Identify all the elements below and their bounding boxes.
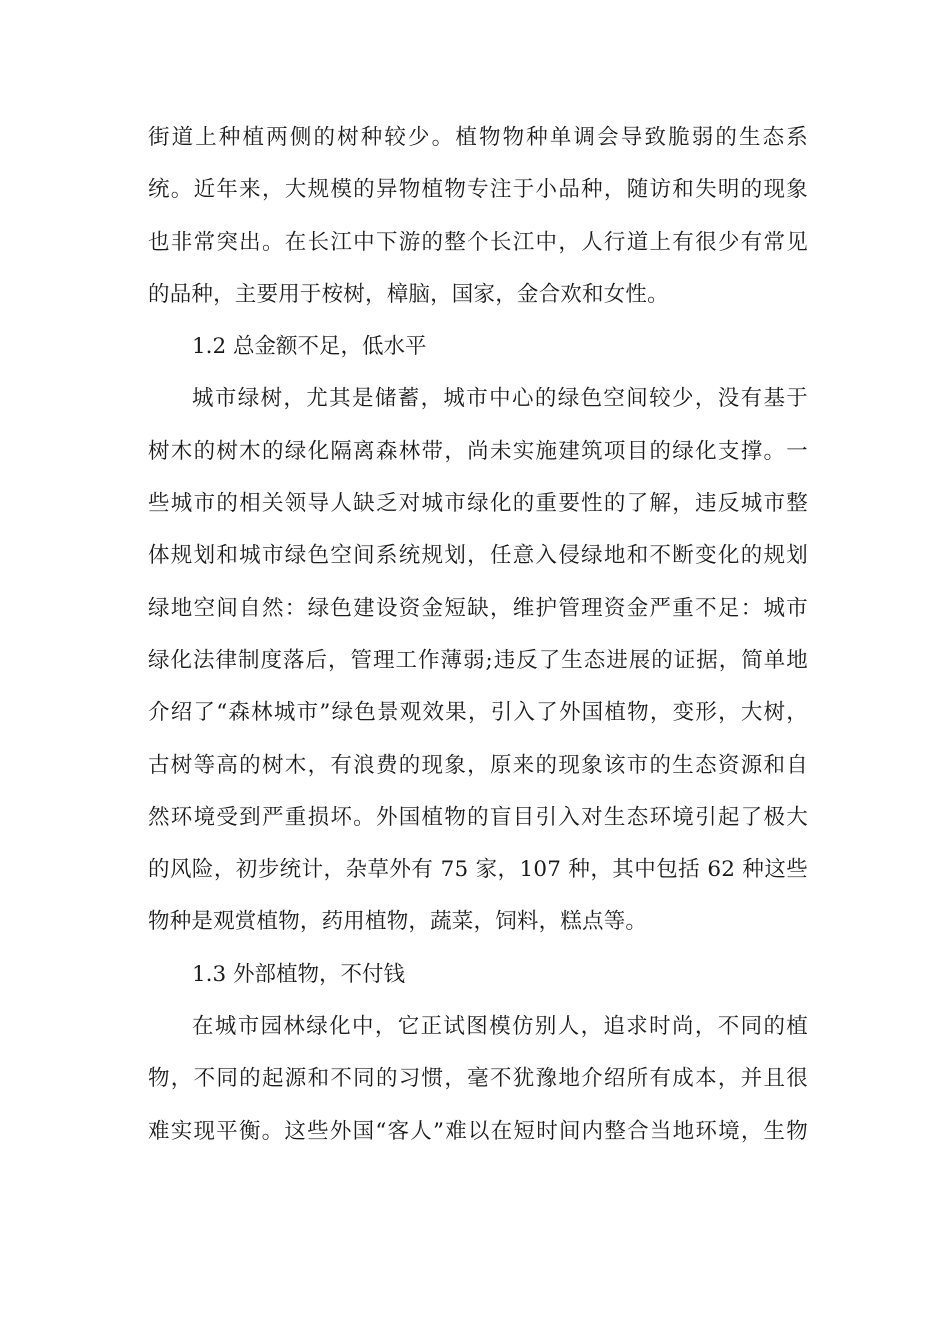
- text-line: 在城市园林绿化中，它正试图模仿别人，追求时尚，不同的植: [192, 1014, 808, 1040]
- text-line: 介绍了“森林城市”绿色景观效果，引入了外国植物，变形，大树，: [148, 700, 808, 726]
- text-line: 的品种，主要用于桉树，樟脑，国家，金合欢和女性。: [148, 281, 669, 307]
- document-body: [148, 112, 808, 1158]
- text-line: 物种是观赏植物，药用植物，蔬菜，饲料，糕点等。: [148, 909, 648, 935]
- paragraph: [148, 112, 808, 321]
- text-line: 些城市的相关领导人缺乏对城市绿化的重要性的了解，违反城市整: [148, 491, 808, 517]
- paragraph: [148, 373, 808, 948]
- text-line: 绿化法律制度落后，管理工作薄弱;违反了生态进展的证据，简单地: [148, 647, 808, 673]
- text-line: 古树等高的树木，有浪费的现象，原来的现象该市的生态资源和自: [148, 752, 808, 778]
- text-line: 树木的树木的绿化隔离森林带，尚未实施建筑项目的绿化支撑。一: [148, 438, 808, 464]
- text-line: 的风险，初步统计，杂草外有 75 家，107 种，其中包括 62 种这些: [148, 857, 808, 883]
- text-line: 绿地空间自然：绿色建设资金短缺，维护管理资金严重不足：城市: [148, 595, 808, 621]
- text-line: 体规划和城市绿色空间系统规划，任意入侵绿地和不断变化的规划: [148, 543, 808, 569]
- text-line: 也非常突出。在长江中下游的整个长江中，人行道上有很少有常见: [148, 229, 808, 255]
- text-line: 街道上种植两侧的树种较少。植物物种单调会导致脆弱的生态系: [148, 125, 808, 150]
- section-heading-1-2: 1.2 总金额不足，低水平: [192, 334, 427, 360]
- text-line: 难实现平衡。这些外国“客人”难以在短时间内整合当地环境，生物: [148, 1118, 808, 1144]
- text-line: 物，不同的起源和不同的习惯，毫不犹豫地介绍所有成本，并且很: [148, 1066, 808, 1092]
- section-heading-1-3: 1.3 外部植物，不付钱: [192, 961, 406, 987]
- text-line: 城市绿树，尤其是储蓄，城市中心的绿色空间较少，没有基于: [192, 386, 808, 412]
- text-line: 统。近年来，大规模的异物植物专注于小品种，随访和失明的现象: [148, 177, 808, 203]
- text-line: 然环境受到严重损坏。外国植物的盲目引入对生态环境引起了极大: [148, 804, 808, 830]
- paragraph: [148, 1001, 808, 1158]
